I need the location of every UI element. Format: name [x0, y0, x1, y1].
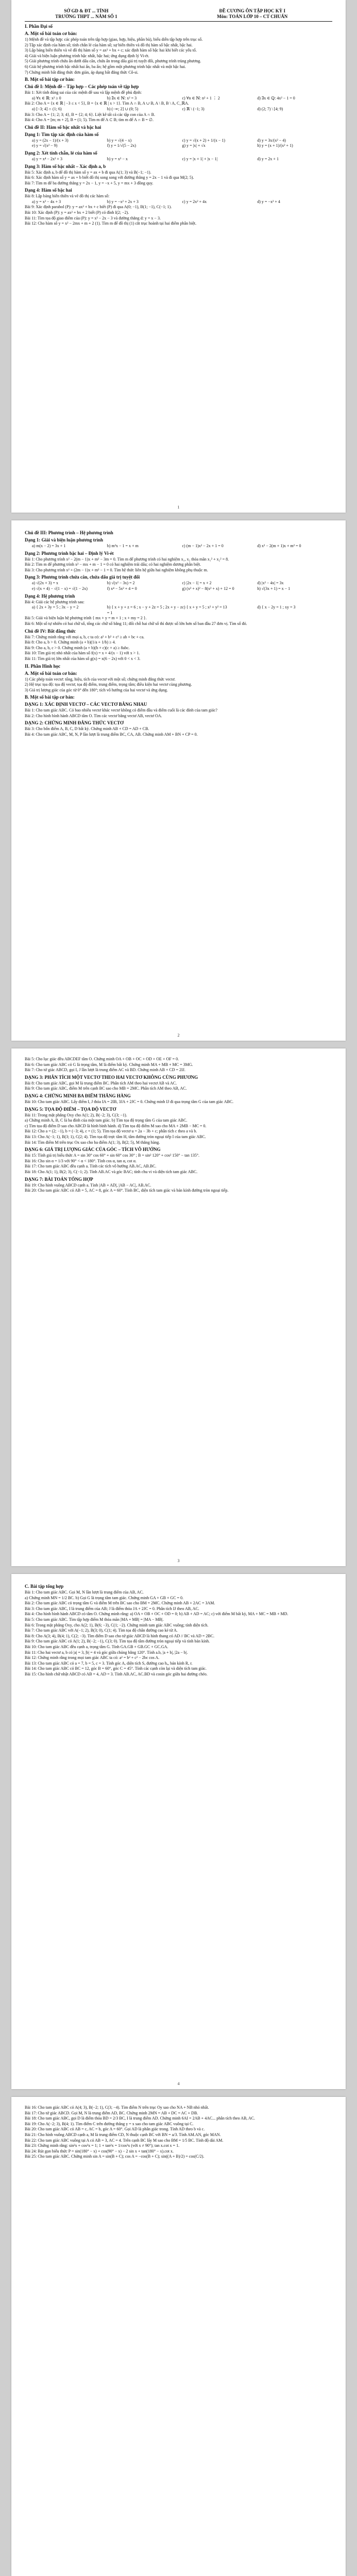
exercise-text: Bài 20: Cho tam giác ABC có AB = 5, AC = 8, góc A = 60°. Tính BC, diện tích tam giác và bán kính đường tròn ngoại tiếp. — [25, 1188, 229, 1193]
exercise-text: Bài 1: Cho tam giác ABC. Gọi M, N lần lượt là trung điểm của AB, AC. — [25, 1590, 144, 1595]
school-header — [25, 8, 148, 20]
exercise-items — [32, 157, 332, 162]
exercise-text: Bài 2: Cho hình bình hành ABCD tâm O. Tìm các vectơ bằng vectơ AB, vectơ OA. — [25, 713, 162, 718]
exercise-item: c) y = |x + 1| + |x − 1| — [182, 156, 218, 161]
exercise-item: b) ∃x ∈ ℕ: x² = 3 — [107, 95, 137, 100]
document-page — [11, 1048, 346, 1566]
exercise-text: Bài 13: Cho A(−1; 1), B(3; 1), C(2; 4). Tìm tọa độ trực tâm H, tâm đường tròn ngoại tiếp I của tam giác ABC. — [25, 1134, 206, 1139]
exercise-text: Bài 7: Tìm m để ba đường thẳng y = 2x − 1, y = −x + 5, y = mx + 3 đồng quy. — [25, 180, 154, 185]
exercise-items — [32, 544, 332, 549]
exercise-item: d) x² − 2(m + 1)x + m² = 0 — [257, 544, 301, 548]
exercise-items — [32, 605, 332, 616]
exercise-item: c) |2x − 1| = x + 2 — [182, 581, 212, 586]
exercise-text: Bài 8: Cho A(3; 4), B(4; 1), C(2; −3). Tìm điểm D sao cho tứ giác ABCD là hình thang có AD // BC và AD = 2BC. — [25, 1633, 215, 1638]
exercise-text: 1) Mệnh đề và tập hợp: các phép toán trên tập hợp (giao, hợp, hiệu, phần bù), biểu diễn tập hợp trên trục số. — [25, 37, 203, 42]
exercise-item: c) (m − 1)x² − 2x + 1 = 0 — [182, 544, 224, 548]
exercise-text: Bài 10: Tìm giá trị nhỏ nhất của hàm số f(x) = x + 4/(x − 1) với x > 1. — [25, 651, 140, 656]
exercise-items — [32, 96, 332, 101]
exercise-item: f) x⁴ − 5x² + 4 = 0 — [107, 586, 137, 591]
exercise-text: Bài 24: Rút gọn biểu thức P = sin(180° − x) + cos(90° − x) − 2 sin x + tan(180° − x).cot x. — [25, 2148, 174, 2154]
exercise-text: Bài 10: Cho tam giác ABC. Lấy điểm I, J thỏa IA = 2IB, 3JA + 2JC = 0. Chứng minh IJ đi qua trọng tâm G của tam giác ABC. — [25, 1099, 234, 1104]
exercise-items — [32, 107, 332, 112]
section-heading: Dạng 2: Phương trình bậc hai – Định lý Vi-ét — [25, 550, 114, 556]
exercise-text: Bài 11: Trong mặt phẳng Oxy cho A(1; 2), B(−2; 3), C(3; −1). — [25, 1112, 127, 1117]
exercise-text: Bài 8: Cho tam giác ABC, gọi M là trung điểm BC. Phân tích AM theo hai vectơ AB và AC. — [25, 1080, 177, 1086]
section-heading: DẠNG 3: PHÂN TÍCH MỘT VECTƠ THEO HAI VECTƠ KHÔNG CÙNG PHƯƠNG — [25, 1074, 198, 1080]
exercise-text: Bài 9: Cho tam giác ABC có A(1; 2), B(−2; −1), C(3; 0). Tìm tọa độ tâm đường tròn ngoại tiếp và tính bán kính. — [25, 1639, 210, 1644]
exercise-text: a) Chứng minh A, B, C là ba đỉnh của một tam giác. b) Tìm tọa độ trọng tâm G của tam giác ABC. — [25, 1118, 188, 1123]
document-page — [11, 2097, 346, 2576]
exercise-text: Bài 2: Cho tam giác ABC có trọng tâm G và điểm M trên BC sao cho BM = 2MC. Chứng minh AB + 2AC = 3AM. — [25, 1601, 215, 1606]
section-heading: II. Phần Hình học — [25, 663, 61, 669]
exercise-item: d) { x − 2y = 1 ; xy = 3 — [257, 605, 296, 610]
exercise-items — [32, 581, 332, 586]
exercise-text: Bài 8: Lập bảng biến thiên và vẽ đồ thị các hàm số: — [25, 194, 110, 199]
section-heading: Chủ đề I: Mệnh đề – Tập hợp – Các phép toán về tập hợp — [25, 84, 139, 90]
document-title-line: Môn: TOÁN LỚP 10 – CT CHUẨN — [217, 14, 288, 19]
exercise-text: 4) Giải và biện luận phương trình bậc nhất, bậc hai; ứng dụng định lý Vi-ét. — [25, 53, 149, 58]
exercise-text: Bài 3: Cho tam giác ABC, I là trung điểm của AB; J là điểm thỏa JA + 2JC = 0. Phân tích IJ theo AB, AC. — [25, 1606, 199, 1611]
exercise-text: Bài 11: Tìm giá trị lớn nhất của hàm số g(x) = x(6 − 2x) với 0 < x < 3. — [25, 656, 141, 661]
school-header-line: TRƯỜNG THPT ... NĂM SỐ 1 — [55, 14, 117, 19]
exercise-item: a) { 2x + 3y = 5 ; 3x − y = 2 — [32, 605, 79, 610]
section-heading: DẠNG 5: TỌA ĐỘ ĐIỂM – TỌA ĐỘ VECTƠ — [25, 1106, 116, 1112]
exercise-item: a) y = x⁴ − 2x² + 3 — [32, 156, 62, 161]
exercise-item: e) y = √(x² − 9) — [32, 143, 58, 148]
page-number: 4 — [177, 2081, 180, 2086]
document-title-line: ĐỀ CƯƠNG ÔN TẬP HỌC KỲ I — [219, 8, 286, 13]
exercise-text: Bài 6: Cho tam giác ABC có G là trọng tâm, M là điểm bất kỳ. Chứng minh MA + MB + MC = 3MG. — [25, 1062, 193, 1067]
exercise-item: a) [−3; 4] ∩ (1; 6) — [32, 106, 62, 111]
exercise-item: c) ℝ \ (−1; 3) — [182, 106, 205, 111]
document-page — [11, 1574, 346, 2089]
exercise-item: c) y = 2x² + 4x — [182, 199, 207, 204]
exercise-text: Bài 20: Cho tam giác ABC có AB = c, AC = b, góc A = 60°. Gọi AD là phân giác trong. Tính AD theo b và c. — [25, 2127, 205, 2132]
exercise-text: Bài 11: Tìm tọa độ giao điểm của (P): y = x² − 2x − 3 và đường thẳng d: y = x − 3. — [25, 215, 161, 221]
exercise-item: d) (2; 7) \ [4; 9) — [257, 106, 283, 111]
exercise-text: Bài 15: Tính giá trị biểu thức A = sin 30° cos 60° + sin 60° cos 30° ; B = sin² 120° + cos² 150° − tan 135°. — [25, 1153, 200, 1158]
exercise-text: Bài 22: Cho tam giác ABC vuông tại A có AB = 3, AC = 4. Trên cạnh BC lấy M sao cho BM = 1/5 BC. Tính độ dài AM. — [25, 2138, 224, 2143]
exercise-item: h) y = (x + 1)/(x² + 1) — [257, 143, 293, 148]
exercise-text: Bài 6: Một số tự nhiên có hai chữ số, tổng các chữ số bằng 11; đổi chỗ hai chữ số thì được số lớn hơn số ban đầu 27 đơn vị. Tìm số đó. — [25, 621, 247, 626]
exercise-text: Bài 10: Cho tam giác ABC đều cạnh a, trọng tâm G. Tính GA.GB + GB.GC + GC.GA. — [25, 1644, 168, 1649]
exercise-text: a) Chứng minh MN = 1/2 BC. b) Gọi G là trọng tâm tam giác. Chứng minh GA + GB + GC = 0. — [25, 1595, 184, 1600]
section-heading: Dạng 2: Xét tính chẵn, lẻ của hàm số — [25, 150, 97, 156]
exercise-text: Bài 11: Cho hai vectơ a, b có |a| = 3, |b| = 4 và góc giữa chúng bằng 120°. Tính a.b, |a + b|, |2a − b|. — [25, 1650, 188, 1655]
section-heading: DẠNG 7: BÀI TOÁN TỔNG HỢP — [25, 1176, 93, 1182]
exercise-text: Bài 15: Cho hình chữ nhật ABCD có AB = 4, AD = 3. Tính AB.AC, AC.BD và cosin góc giữa hai đường chéo. — [25, 1671, 208, 1676]
section-heading: Chủ đề IV: Bất đẳng thức — [25, 628, 76, 634]
exercise-text: Bài 19: Cho A(−2; 3), B(4; 1). Tìm điểm C trên đường thẳng y = x sao cho tam giác ABC vuông tại C. — [25, 2121, 194, 2126]
section-heading: Dạng 4: Hàm số bậc hai — [25, 188, 72, 193]
exercise-item: a) m(x − 2) = 3x + 1 — [32, 544, 66, 548]
section-heading: DẠNG 6: GIÁ TRỊ LƯỢNG GIÁC CỦA GÓC – TÍCH VÔ HƯỚNG — [25, 1147, 161, 1153]
exercise-items — [32, 138, 332, 144]
exercise-text: 1) Các phép toán vectơ: tổng, hiệu, tích của vectơ với một số; chứng minh đẳng thức vectơ. — [25, 676, 176, 682]
exercise-text: Bài 8: Cho a, b > 0. Chứng minh (a + b)(1/a + 1/b) ≥ 4. — [25, 640, 116, 645]
section-heading: Dạng 3: Hàm số bậc nhất – Xác định a, b — [25, 163, 106, 169]
exercise-item: b) m²x − 1 = x + m — [107, 544, 139, 548]
exercise-text: 5) Giải phương trình chứa ẩn dưới dấu căn, chứa ẩn trong dấu giá trị tuyệt đối, phương trình trùng phương. — [25, 59, 201, 64]
exercise-text: Bài 12: Chứng minh rằng trong mọi tam giác ABC ta có: a² = b² + c² − 2bc cos A. — [25, 1655, 160, 1660]
section-heading: A. Một số bài toán cơ bản: — [25, 31, 77, 36]
section-heading: Chủ đề III: Phương trình – Hệ phương trình — [25, 530, 113, 535]
section-heading: B. Một số bài tập cơ bản: — [25, 694, 75, 700]
exercise-text: Bài 6: Trong mặt phẳng Oxy, cho A(2; 1), B(6; −3), C(1; −2). Chứng minh tam giác ABC vuông; tính diện tích. — [25, 1622, 209, 1628]
exercise-item: b) (−∞; 2] ∪ (0; 5) — [107, 106, 139, 111]
section-heading: Chủ đề II: Hàm số bậc nhất và bậc hai — [25, 124, 101, 130]
exercise-item: a) y = x² − 4x + 3 — [32, 199, 61, 204]
exercise-text: 3) Lập bảng biến thiên và vẽ đồ thị hàm số y = ax² + bx + c; xác định hàm số bậc hai khi biết các yếu tố. — [25, 48, 197, 53]
exercise-text: Bài 25: Cho tam giác ABC. Chứng minh sin A = sin(B + C); cos A = −cos(B + C); sin((A + B)/2) = cos(C/2). — [25, 2154, 205, 2159]
exercise-text: Bài 13: Cho tam giác ABC có a = 7, b = 5, c = 3. Tính góc A, diện tích S, đường cao hₐ, bán kính R, r. — [25, 1660, 193, 1666]
exercise-item: c) y = √(x + 2) + 1/(x − 1) — [182, 138, 226, 143]
exercise-item: e) √(x + 4) − √(1 − x) = √(1 − 2x) — [32, 586, 88, 591]
page-number: 2 — [177, 1033, 180, 1038]
exercise-text: Bài 12: Cho hàm số y = x² − 2mx + m + 2 (1). Tìm m để đồ thị (1) cắt trục hoành tại hai điểm phân biệt. — [25, 221, 197, 226]
exercise-text: Bài 7: Cho tam giác ABC với A(−1; 2), B(3; 0), C(1; 4). Tìm tọa độ chân đường cao kẻ từ A. — [25, 1628, 178, 1633]
exercise-text: Bài 5: Xác định a, b để đồ thị hàm số y = ax + b đi qua A(1; 3) và B(−1; −1). — [25, 170, 151, 175]
exercise-text: Bài 9: Cho a, b, c > 0. Chứng minh (a + b)(b + c)(c + a) ≥ 8abc. — [25, 645, 130, 650]
exercise-text: Bài 18: Cho tam giác ABC, gọi D là điểm thỏa BD = 2/3 BC, I là trung điểm AD. Chứng minh 6AI = 2AB + 4AC... phân tích theo AB, AC. — [25, 2116, 255, 2121]
exercise-text: Bài 4: Cho hình bình hành ABCD có tâm O. Chứng minh rằng: a) OA + OB + OC + OD = 0; b) AB + AD = AC; c) với điểm M bất kỳ, MA + MC = MB + MD. — [25, 1612, 288, 1617]
exercise-text: Bài 2: Cho A = {x ∈ ℝ | −3 ≤ x < 5}, B = {x ∈ ℝ | x > 1}. Tìm A ∩ B, A ∪ B, A \ B, B \ A, C_ℝA. — [25, 101, 189, 106]
exercise-items — [32, 199, 332, 205]
exercise-item: f) y = 1/√(5 − 2x) — [107, 143, 137, 148]
section-heading: I. Phần Đại số — [25, 24, 53, 29]
exercise-item: g) (x² + x)² − 8(x² + x) + 12 = 0 — [182, 586, 234, 591]
exercise-text: c) Tìm tọa độ điểm D sao cho ABCD là hình bình hành. d) Tìm tọa độ điểm M sao cho MA + 2MB − MC = 0. — [25, 1123, 207, 1128]
exercise-text: Bài 17: Cho tam giác ABC đều cạnh a. Tính các tích vô hướng AB.AC, AB.BC. — [25, 1164, 157, 1169]
exercise-item: d) y = 2x + 1 — [257, 156, 279, 161]
exercise-text: Bài 19: Cho hình vuông ABCD cạnh a. Tính |AB + AD|, |AB − AC|, AB.AC. — [25, 1182, 151, 1188]
exercise-item: d) ∃x ∈ ℚ: 4x² − 1 = 0 — [257, 95, 295, 100]
exercise-text: Bài 4: Cho A = [m; m + 2], B = (1; 5). Tìm m để A ⊂ B; tìm m để A ∩ B = ∅. — [25, 117, 154, 123]
exercise-text: Bài 6: Xác định hàm số y = ax + b biết đồ thị song song với đường thẳng y = 2x − 1 và đi qua M(2; 5). — [25, 175, 194, 180]
exercise-text: Bài 10: Xác định (P): y = ax² + bx + 2 biết (P) có đỉnh I(2; −2). — [25, 210, 129, 215]
school-header-line: SỞ GD & ĐT ... TỈNH — [64, 8, 109, 13]
section-heading: Dạng 1: Tìm tập xác định của hàm số — [25, 131, 99, 137]
exercise-text: 6) Giải hệ phương trình bậc nhất hai ẩn, ba ẩn; hệ gồm một phương trình bậc nhất và một bậc hai. — [25, 64, 186, 69]
section-heading: C. Bài tập tổng hợp — [25, 1584, 64, 1589]
exercise-text: Bài 1: Cho tam giác ABC. Có bao nhiêu vectơ khác vectơ không có điểm đầu và điểm cuối là các đỉnh của tam giác? — [25, 708, 217, 713]
section-heading: DẠNG 2: CHỨNG MINH ĐẲNG THỨC VECTƠ — [25, 720, 124, 726]
page-number: 3 — [177, 1558, 180, 1563]
exercise-item: h) √(3x + 1) = x − 1 — [257, 586, 291, 591]
exercise-text: Bài 9: Xác định parabol (P): y = ax² + bx + c biết (P) đi qua A(0; −1), B(1; −1), C(−1; 1). — [25, 205, 172, 210]
exercise-text: 2) Tập xác định của hàm số; tính chẵn lẻ của hàm số; sự biến thiên và đồ thị hàm số bậc nhất, bậc hai. — [25, 42, 193, 47]
section-heading: A. Một số bài toán cơ bản: — [25, 670, 77, 676]
exercise-text: 3) Giá trị lượng giác của góc từ 0° đến 180°; tích vô hướng của hai vectơ và ứng dụng. — [25, 687, 168, 692]
exercise-text: Bài 4: Giải các hệ phương trình sau: — [25, 599, 84, 604]
document-header — [25, 8, 332, 20]
exercise-text: Bài 23: Chứng minh rằng: sin²x + cos²x = 1; 1 + tan²x = 1/cos²x (với x ≠ 90°); tan x.cot x = 1. — [25, 2143, 180, 2148]
section-heading: DẠNG 4: CHỨNG MINH BA ĐIỂM THẲNG HÀNG — [25, 1093, 131, 1098]
exercise-text: Bài 16: Cho sin α = 1/3 với 90° < α < 180°. Tính cos α, tan α, cot α. — [25, 1158, 137, 1163]
exercise-item: d) y = 3x/(x² − 4) — [257, 138, 286, 143]
exercise-text: Bài 5: Cho lục giác đều ABCDEF tâm O. Chứng minh OA + OB + OC + OD + OE + OF = 0. — [25, 1057, 179, 1061]
exercise-text: Bài 16: Cho tam giác ABC có A(4; 3), B(−2; 1), C(3; −4). Tìm điểm N trên trục Oy sao cho NA + NB nhỏ nhất. — [25, 2105, 209, 2110]
document-title — [173, 8, 332, 20]
section-heading: Dạng 4: Hệ phương trình — [25, 593, 75, 599]
exercise-text: Bài 7: Cho tứ giác ABCD, gọi I, J lần lượt là trung điểm AC và BD. Chứng minh AB + CD = 2IJ. — [25, 1067, 185, 1073]
exercise-text: Bài 9: Cho tam giác ABC, điểm M trên cạnh BC sao cho MB = 2MC. Phân tích AM theo AB, AC. — [25, 1086, 187, 1091]
exercise-item: c) { x + y = 5 ; x² + y² = 13 — [182, 605, 227, 610]
exercise-text: Bài 18: Cho A(1; 1), B(2; 3), C(−1; 2). Tính AB.AC và góc BAC; tính chu vi và diện tích tam giác ABC. — [25, 1169, 198, 1174]
exercise-item: b) y = x³ − x — [107, 156, 128, 161]
exercise-items — [32, 143, 332, 149]
exercise-item: d) y = −x² + 4 — [257, 199, 280, 204]
exercise-text: Bài 14: Tìm điểm M trên trục Ox sao cho ba điểm A(1; 3), B(2; 5), M thẳng hàng. — [25, 1140, 160, 1145]
exercise-item: a) √(2x + 3) = x — [32, 581, 58, 586]
exercise-item: a) ∀x ∈ ℝ: x² ≥ 0 — [32, 95, 61, 100]
page-number: 1 — [177, 505, 180, 510]
exercise-item: b) √(x² − 3x) = 2 — [107, 581, 135, 586]
exercise-text: Bài 14: Cho tam giác ABC có BC = 12, góc B = 60°, góc C = 45°. Tính các cạnh còn lại và diện tích tam giác. — [25, 1666, 207, 1671]
exercise-text: Bài 3: Cho bốn điểm A, B, C, D bất kỳ. Chứng minh AB + CD = AD + CB. — [25, 726, 149, 732]
header-divider — [25, 21, 332, 22]
exercise-text: Bài 12: Cho a = (2; −1), b = (−3; 4), c = (1; 5). Tìm tọa độ vectơ u = 2a − 3b + c; phân tích c theo a và b. — [25, 1129, 197, 1134]
document-page — [11, 0, 346, 513]
exercise-text: Bài 3: Cho A = {1; 2; 3; 4}, B = {2; 4; 6}. Liệt kê tất cả các tập con của A ∩ B. — [25, 112, 156, 117]
section-heading: B. Một số bài tập cơ bản: — [25, 77, 75, 82]
exercise-item: g) y = |x| + √x — [182, 143, 206, 148]
exercise-items — [32, 586, 332, 592]
exercise-text: 7) Chứng minh bất đẳng thức đơn giản, áp dụng bất đẳng thức Cô-si. — [25, 70, 139, 75]
exercise-item: b) { x + y + z = 6 ; x − y + 2z = 5 ; 2x + y − z = 1 — [107, 605, 182, 615]
exercise-text: Bài 1: Cho phương trình x² − 2(m − 1)x + m² − 3m = 0. Tìm m để phương trình có hai nghiệm x₁, x₂ thỏa mãn x₁² + x₂² = 8. — [25, 556, 229, 562]
exercise-item: b) y = −x² + 2x + 3 — [107, 199, 139, 204]
exercise-item: b) y = √(4 − x) — [107, 138, 132, 143]
exercise-text: Bài 17: Cho tứ giác ABCD. Gọi M, N là trung điểm AD, BC. Chứng minh 2MN = AB + DC = AC + DB. — [25, 2110, 198, 2115]
exercise-text: Bài 5: Cho tam giác ABC. Tìm tập hợp điểm M thỏa mãn |MA + MB| = |MA − MB|. — [25, 1617, 164, 1622]
exercise-text: Bài 4: Cho tam giác ABC, M, N, P lần lượt là trung điểm BC, CA, AB. Chứng minh AM + BN + CP = 0. — [25, 732, 198, 737]
exercise-text: Bài 5: Giải và biện luận hệ phương trình { mx + y = m + 1 ; x + my = 2 }. — [25, 616, 147, 621]
exercise-text: Bài 21: Cho hình vuông ABCD cạnh a, M là trung điểm CD, N thuộc cạnh BC với BN = a/3. Tính AM.AN, góc MAN. — [25, 2132, 221, 2137]
exercise-text: Bài 2: Tìm m để phương trình x² − mx + m − 1 = 0 có hai nghiệm trái dấu; có hai nghiệm dương phân biệt. — [25, 562, 201, 567]
section-heading: DẠNG 1: XÁC ĐỊNH VECTƠ – CÁC VECTƠ BẰNG NHAU — [25, 702, 147, 707]
exercise-item: c) ∀n ∈ ℕ: n² + 1 ⋮ 2 — [182, 95, 220, 100]
exercise-text: 2) Hệ trục tọa độ: tọa độ vectơ, tọa độ điểm, trung điểm, trọng tâm; điều kiện hai vectơ cùng phương. — [25, 682, 192, 687]
exercise-text: Bài 1: Xét tính đúng sai của các mệnh đề sau và lập mệnh đề phủ định: — [25, 90, 142, 95]
exercise-item: a) y = (2x − 1)/(x + 3) — [32, 138, 69, 143]
exercise-item: d) |x² − 4x| = 3x — [257, 581, 284, 586]
exercise-text: Bài 7: Chứng minh rằng với mọi a, b, c ta có: a² + b² + c² ≥ ab + bc + ca. — [25, 634, 145, 639]
section-heading: Dạng 1: Giải và biện luận phương trình — [25, 537, 104, 543]
section-heading: Dạng 3: Phương trình chứa căn, chứa dấu giá trị tuyệt đối — [25, 574, 140, 580]
exercise-text: Bài 3: Cho phương trình x² + (2m − 1)x + m² − 1 = 0. Tìm hệ thức liên hệ giữa hai nghiệm không phụ thuộc m. — [25, 567, 208, 572]
document-page — [11, 520, 346, 1041]
